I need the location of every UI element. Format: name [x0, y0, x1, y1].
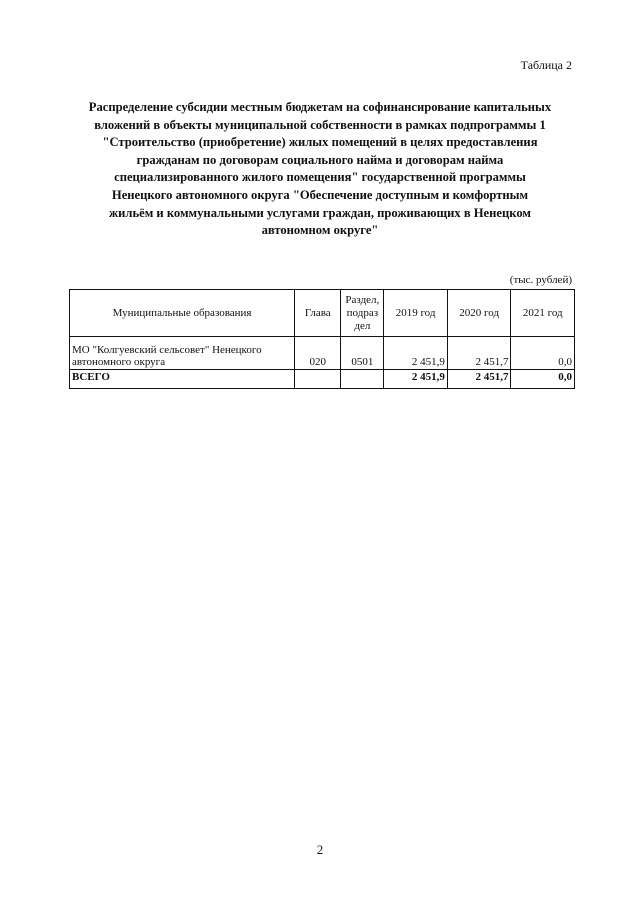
- cell-municipality: [70, 337, 295, 370]
- header-razdel-line: подраз: [346, 306, 379, 319]
- title-line: гражданам по договорам социального найма и договорам найма: [136, 152, 504, 167]
- page-number: 2: [316, 842, 324, 857]
- cell-municipality-line: автономного округа: [72, 356, 166, 368]
- units-label: (тыс. рублей): [509, 274, 572, 286]
- header-2020: 2020 год: [447, 290, 511, 337]
- header-2019: 2019 год: [384, 290, 448, 337]
- cell-2020: 2 451,7: [447, 337, 511, 370]
- header-razdel-line: Раздел,: [345, 293, 380, 306]
- title-line: жильём и коммунальными услугами граждан, проживающих в Ненецком: [109, 205, 531, 220]
- cell-2021: 0,0: [511, 337, 575, 370]
- header-municipalities: Муниципальные образования: [70, 290, 295, 337]
- cell-razdel: 0501: [341, 337, 384, 370]
- table-row: [70, 337, 575, 370]
- document-title: [60, 99, 580, 240]
- header-razdel: [341, 290, 384, 337]
- cell-municipality-line: МО "Колгуевский сельсовет" Ненецкого: [72, 344, 262, 356]
- header-razdel-line: дел: [354, 319, 371, 332]
- cell-2019: 2 451,9: [384, 337, 448, 370]
- total-label: ВСЕГО: [70, 370, 295, 389]
- total-2020: 2 451,7: [447, 370, 511, 389]
- header-2021: 2021 год: [511, 290, 575, 337]
- title-line: автономном округе": [261, 223, 379, 238]
- title-line: Распределение субсидии местным бюджетам на софинансирование капитальных: [88, 100, 552, 114]
- total-razdel-empty: [341, 370, 384, 389]
- title-line: специализированного жилого помещения" государственной программы: [114, 170, 526, 185]
- title-line: Ненецкого автономного округа "Обеспечение доступным и комфортным: [111, 187, 529, 202]
- total-2021: 0,0: [511, 370, 575, 389]
- title-line: вложений в объекты муниципальной собственности в рамках подпрограммы 1: [94, 117, 546, 132]
- cell-glava: 020: [295, 337, 341, 370]
- total-glava-empty: [295, 370, 341, 389]
- header-glava: Глава: [295, 290, 341, 337]
- table-header-row: [70, 290, 575, 337]
- table-number: Таблица 2: [520, 58, 572, 72]
- title-line: "Строительство (приобретение) жилых помещений в целях предоставления: [102, 135, 538, 150]
- total-2019: 2 451,9: [384, 370, 448, 389]
- table-total-row: [70, 370, 575, 389]
- subsidy-table: [69, 289, 575, 389]
